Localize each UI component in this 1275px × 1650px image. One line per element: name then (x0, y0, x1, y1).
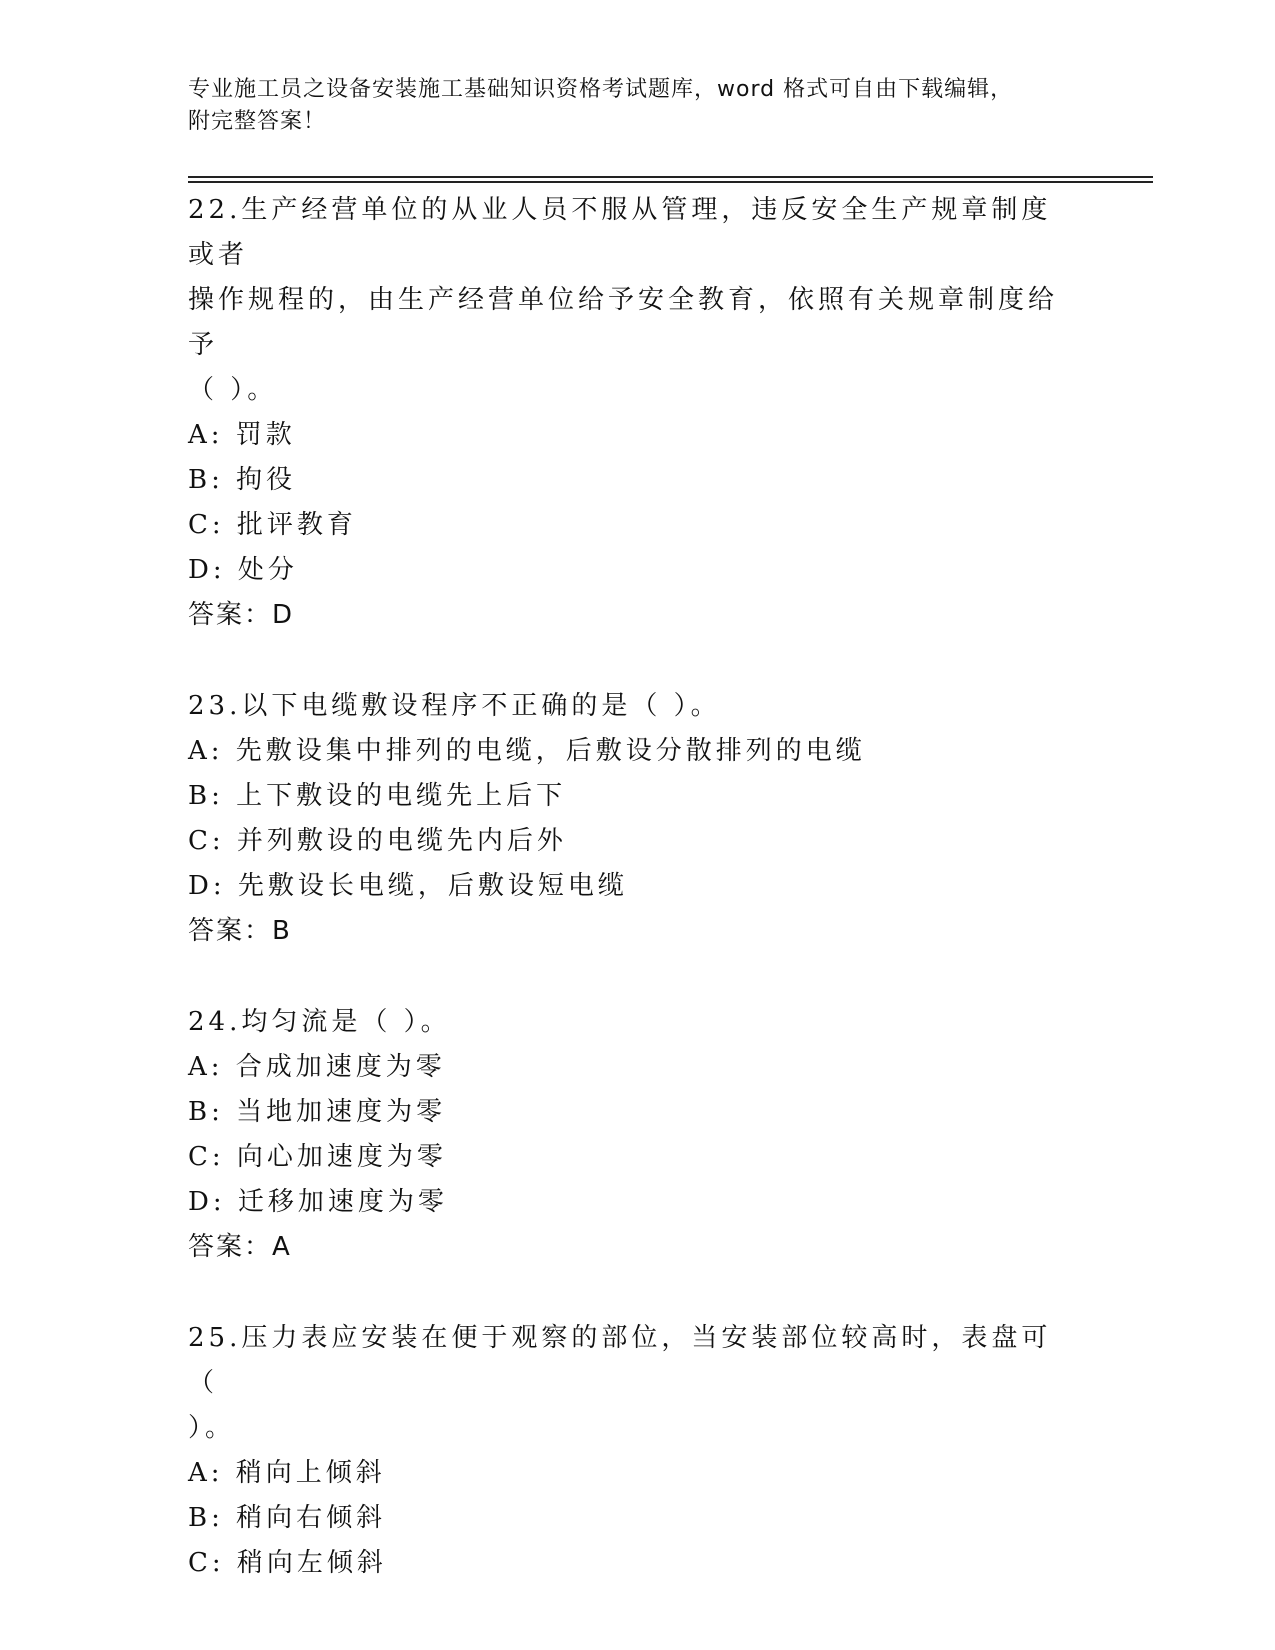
question-text: （ ）。 (188, 375, 278, 405)
option-d: D: 迁移加速度为零 (188, 1187, 448, 1217)
header-divider-top (188, 176, 1153, 178)
question-22 (188, 188, 1068, 638)
answer-line: 答案：B (188, 916, 292, 946)
header-line-1: 专业施工员之设备安装施工基础知识资格考试题库，word 格式可自由下载编辑， (188, 77, 1014, 102)
header-divider-bottom (188, 181, 1153, 183)
option-a: A: 合成加速度为零 (188, 1052, 446, 1082)
question-23 (188, 684, 1068, 954)
question-text: 22.生产经营单位的从业人员不服从管理，违反安全生产规章制度或者 (188, 195, 1052, 270)
question-text: 23.以下电缆敷设程序不正确的是（ ）。 (188, 691, 721, 721)
option-a: A: 先敷设集中排列的电缆，后敷设分散排列的电缆 (188, 736, 866, 766)
option-c: C: 稍向左倾斜 (188, 1548, 387, 1578)
question-text: ）。 (188, 1413, 236, 1443)
option-b: B: 拘役 (188, 465, 297, 495)
option-c: C: 并列敷设的电缆先内后外 (188, 826, 567, 856)
answer-line: 答案：A (188, 1232, 292, 1262)
option-b: B: 稍向右倾斜 (188, 1503, 387, 1533)
document-header (188, 74, 1068, 138)
question-24 (188, 1000, 1068, 1270)
question-text: 25.压力表应安装在便于观察的部位，当安装部位较高时，表盘可（ (188, 1323, 1052, 1398)
option-a: A: 罚款 (188, 420, 296, 450)
header-line-2: 附完整答案！ (188, 109, 327, 134)
question-list (188, 188, 1068, 1632)
option-b: B: 当地加速度为零 (188, 1097, 447, 1127)
option-d: D: 处分 (188, 555, 298, 585)
question-text: 24.均匀流是（ ）。 (188, 1007, 451, 1037)
question-25 (188, 1316, 1068, 1586)
option-d: D: 先敷设长电缆，后敷设短电缆 (188, 871, 628, 901)
option-b: B: 上下敷设的电缆先上后下 (188, 781, 567, 811)
option-c: C: 向心加速度为零 (188, 1142, 447, 1172)
question-text: 操作规程的，由生产经营单位给予安全教育，依照有关规章制度给予 (188, 285, 1059, 360)
option-c: C: 批评教育 (188, 510, 357, 540)
answer-line: 答案：D (188, 600, 295, 630)
option-a: A: 稍向上倾斜 (188, 1458, 386, 1488)
